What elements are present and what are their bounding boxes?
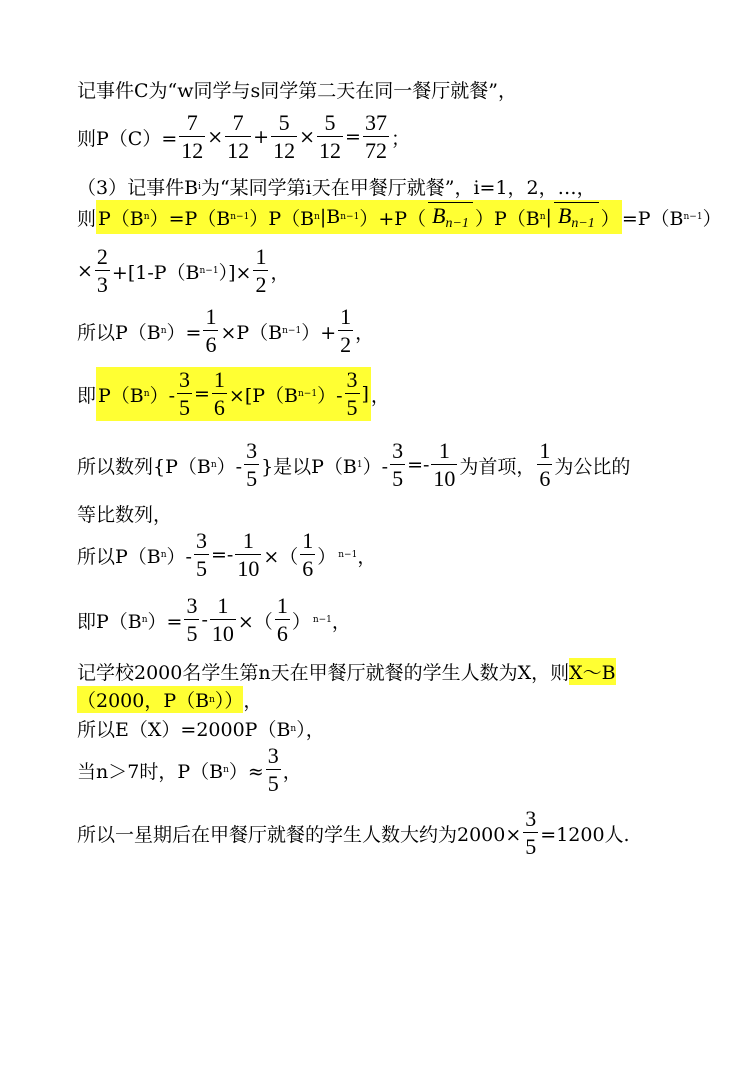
line-1 xyxy=(77,76,517,103)
text: 所以数列{P（B xyxy=(77,455,211,478)
text: 等比数列， xyxy=(77,504,173,526)
subscript: n−1 xyxy=(571,216,595,231)
subscript: n xyxy=(539,212,546,222)
text: ） xyxy=(600,207,620,230)
equals-sign: = xyxy=(193,383,210,405)
text: | xyxy=(545,206,552,228)
highlight-text xyxy=(77,686,243,713)
denominator: 5 xyxy=(186,621,198,646)
equals-sign: = xyxy=(345,126,361,148)
text: 为“某同学第i天在甲餐厅就餐”，i=1，2，…， xyxy=(200,177,596,199)
fraction xyxy=(271,112,297,162)
text: 所以E（X）=2000P（B xyxy=(77,719,291,741)
text: ）= xyxy=(147,610,183,633)
line-2-prob-c xyxy=(77,112,410,162)
denominator: 10 xyxy=(237,556,260,581)
line-13 xyxy=(77,686,262,713)
text: +[1-P（B xyxy=(111,261,200,284)
subscript: n xyxy=(209,694,215,705)
text: （3）记事件B xyxy=(77,177,199,199)
denominator: 5 xyxy=(392,466,404,491)
subscript: n−1 xyxy=(298,389,318,399)
line-15 xyxy=(77,745,302,795)
text: ×[P（B xyxy=(228,384,298,407)
denominator: 3 xyxy=(96,272,108,297)
subscript: n−1 xyxy=(230,212,250,222)
fraction xyxy=(275,595,290,645)
denominator: 72 xyxy=(364,138,387,163)
numerator: 7 xyxy=(186,110,198,135)
text: ）+P（ xyxy=(359,207,427,230)
line-5 xyxy=(77,246,289,296)
text: 为首项， xyxy=(459,455,536,478)
subscript: i xyxy=(198,181,201,192)
text: ）， xyxy=(296,719,325,741)
fraction xyxy=(338,306,353,356)
fraction xyxy=(225,112,251,162)
numerator: 37 xyxy=(364,110,387,135)
numerator: 3 xyxy=(525,806,537,831)
numerator: 1 xyxy=(217,593,229,618)
text: ）- xyxy=(166,545,192,568)
subscript: 1 xyxy=(356,460,363,470)
fraction xyxy=(212,369,227,419)
text: 所以一星期后在甲餐厅就餐的学生人数大约为2000× xyxy=(77,823,522,846)
numerator: 1 xyxy=(539,438,551,463)
numerator: 1 xyxy=(213,367,225,392)
denominator: 6 xyxy=(539,466,551,491)
fraction xyxy=(235,530,261,580)
text: =1200人. xyxy=(540,823,630,846)
highlight-formula xyxy=(96,367,371,421)
fraction xyxy=(300,530,315,580)
line-4-total-probability xyxy=(77,200,722,234)
subscript: n xyxy=(160,550,167,560)
text: ； xyxy=(390,127,410,150)
denominator: 6 xyxy=(205,332,217,357)
numerator: 1 xyxy=(255,244,267,269)
subscript: n−1 xyxy=(445,216,469,231)
text: ] xyxy=(361,383,369,405)
denominator: 6 xyxy=(213,395,225,420)
line-12 xyxy=(77,658,616,685)
fraction xyxy=(390,440,405,490)
numerator: 5 xyxy=(278,110,290,135)
subscript: n xyxy=(143,389,150,399)
subscript: n xyxy=(160,326,167,336)
numerator: 3 xyxy=(267,743,279,768)
numerator: 1 xyxy=(242,528,254,553)
denominator: 5 xyxy=(267,771,279,796)
text: |B xyxy=(319,206,341,228)
denominator: 2 xyxy=(340,332,352,357)
text: ， xyxy=(370,384,390,407)
numerator: 3 xyxy=(186,593,198,618)
text: P（B xyxy=(98,207,144,230)
text: ）- xyxy=(362,455,389,478)
denominator: 12 xyxy=(273,138,296,163)
text: 则P（C）= xyxy=(77,127,178,150)
highlight-text: X～B xyxy=(569,658,616,685)
denominator: 6 xyxy=(302,556,314,581)
numerator: 3 xyxy=(346,367,358,392)
subscript: n xyxy=(141,615,148,625)
subscript: n xyxy=(290,723,297,734)
line-10 xyxy=(77,530,376,580)
letter: B xyxy=(557,203,572,228)
fraction xyxy=(317,112,343,162)
fraction xyxy=(184,595,199,645)
fraction xyxy=(431,440,457,490)
fraction xyxy=(523,808,538,858)
superscript: n−1 xyxy=(338,550,358,560)
times-sign: × xyxy=(77,260,93,282)
line-3-event-bi xyxy=(77,173,596,200)
numerator: 1 xyxy=(340,304,352,329)
fraction xyxy=(179,112,205,162)
line-8-sequence xyxy=(77,440,630,490)
fraction xyxy=(266,745,281,795)
text: 记事件C为“w同学与s同学第二天在同一餐厅就餐”， xyxy=(77,80,517,102)
denominator: 6 xyxy=(276,621,288,646)
text: ）- xyxy=(216,455,243,478)
line-11 xyxy=(77,595,351,645)
denominator: 5 xyxy=(246,466,258,491)
numerator: 2 xyxy=(96,244,108,269)
text: ）P（B xyxy=(249,207,315,230)
line-6-recurrence xyxy=(77,306,374,356)
fraction xyxy=(95,246,110,296)
text: ， xyxy=(243,690,263,712)
text: ， xyxy=(282,760,302,783)
text: ×（ xyxy=(237,610,273,633)
text: 当n＞7时，P（B xyxy=(77,760,224,783)
numerator: 7 xyxy=(232,110,244,135)
fraction xyxy=(345,369,360,419)
numerator: 1 xyxy=(302,528,314,553)
text: ）- xyxy=(317,384,343,407)
denominator: 10 xyxy=(211,621,234,646)
text: ， xyxy=(331,610,351,633)
text: 所以P（B xyxy=(77,545,161,568)
text: ）P（B xyxy=(474,207,540,230)
text: - xyxy=(201,609,208,631)
subscript: n−1 xyxy=(199,266,219,276)
subscript: n xyxy=(210,460,217,470)
denominator: 2 xyxy=(255,272,267,297)
text: 所以P（B xyxy=(77,321,161,344)
text: P（B xyxy=(98,384,144,407)
text: ， xyxy=(355,321,375,344)
text: ×P（B xyxy=(220,321,283,344)
fraction xyxy=(363,112,389,162)
denominator: 5 xyxy=(525,834,537,859)
subscript: n−1 xyxy=(683,212,703,222)
overlined-complement xyxy=(554,202,599,232)
line-9 xyxy=(77,500,172,527)
subscript: n xyxy=(223,765,229,775)
text: ） xyxy=(317,545,337,568)
line-16-conclusion xyxy=(77,808,630,858)
superscript: n−1 xyxy=(312,615,332,625)
text: ）+ xyxy=(301,321,337,344)
text: ） xyxy=(291,610,311,633)
subscript: n−1 xyxy=(282,326,302,336)
line-7-shifted xyxy=(77,367,390,421)
text: ）） xyxy=(214,690,244,712)
text: ）- xyxy=(149,384,175,407)
text: 记学校2000名学生第n天在甲餐厅就餐的学生人数为X，则 xyxy=(77,662,570,684)
fraction xyxy=(253,246,268,296)
text: ， xyxy=(270,261,290,284)
text: 即 xyxy=(77,384,97,407)
denominator: 10 xyxy=(433,466,456,491)
numerator: 1 xyxy=(205,304,217,329)
numerator: 5 xyxy=(324,110,336,135)
denominator: 5 xyxy=(195,556,207,581)
fraction xyxy=(177,369,192,419)
times-sign: × xyxy=(299,126,316,148)
text: ×（ xyxy=(263,545,299,568)
line-14 xyxy=(77,715,325,742)
text: ）=P（B xyxy=(149,207,231,230)
text: =- xyxy=(210,544,234,566)
text: }是以P（B xyxy=(261,455,357,478)
highlight-formula xyxy=(96,200,622,234)
times-sign: × xyxy=(207,126,224,148)
numerator: 3 xyxy=(195,528,207,553)
numerator: 3 xyxy=(178,367,190,392)
subscript: n−1 xyxy=(340,212,360,222)
subscript: n xyxy=(314,212,320,222)
numerator: 1 xyxy=(276,593,288,618)
text: ） xyxy=(702,207,722,230)
text: ， xyxy=(357,545,377,568)
fraction xyxy=(210,595,236,645)
text: ）≈ xyxy=(228,760,264,783)
numerator: 3 xyxy=(246,438,258,463)
fraction xyxy=(244,440,259,490)
text: （2000，P（B xyxy=(77,690,210,712)
denominator: 12 xyxy=(319,138,342,163)
denominator: 12 xyxy=(227,138,250,163)
fraction xyxy=(194,530,209,580)
denominator: 12 xyxy=(181,138,204,163)
overlined-complement xyxy=(428,202,473,232)
plus-sign: + xyxy=(253,126,270,148)
subscript: n xyxy=(143,212,150,222)
fraction xyxy=(203,306,218,356)
denominator: 5 xyxy=(178,395,190,420)
numerator: 3 xyxy=(392,438,404,463)
denominator: 5 xyxy=(346,395,358,420)
text: =- xyxy=(407,454,430,476)
numerator: 1 xyxy=(438,438,450,463)
text: 即P（B xyxy=(77,610,142,633)
text: ）= xyxy=(166,321,202,344)
text: =P（B xyxy=(621,207,684,230)
letter: B xyxy=(432,203,446,228)
fraction xyxy=(537,440,552,490)
text: ）]× xyxy=(218,261,252,284)
text: 则 xyxy=(77,207,97,230)
text: 为公比的 xyxy=(554,455,631,478)
